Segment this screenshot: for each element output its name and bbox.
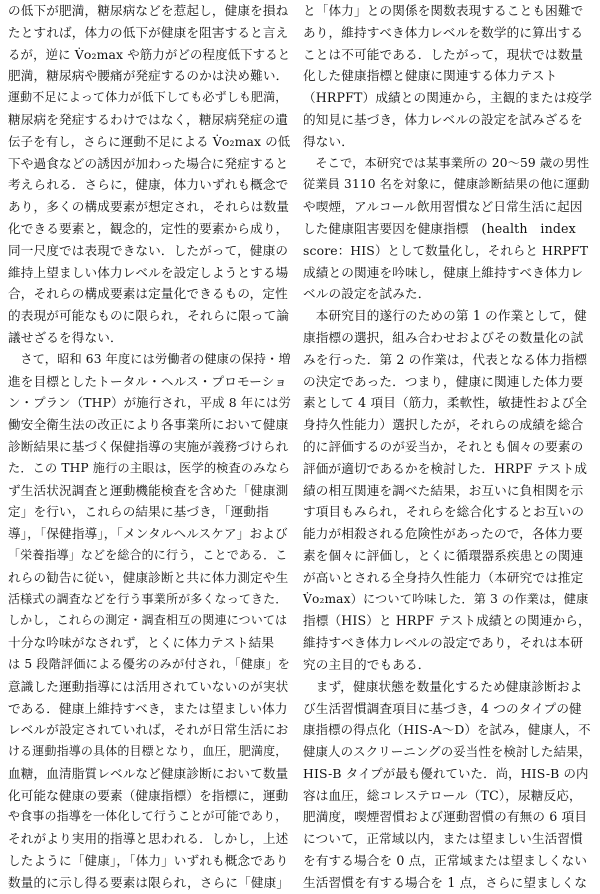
text-line: 身持久性能力）選択したが，それらの成績を総合	[303, 417, 584, 433]
text-line: 本研究目的遂行のための第 1 の作業として，健	[303, 308, 587, 324]
text-line: 的知見に基づき，体力レベルの設定を試みざるを	[303, 111, 583, 127]
text-line: V̇o₂max）について吟味した．第 3 の作業は，健康	[303, 591, 589, 606]
text-line: みを行った．第 2 の作業は，代表となる体力指標	[303, 351, 588, 367]
text-line: である．健康上維持すべき，または望ましい体力	[8, 700, 288, 716]
text-line: 成績との関連を吟味し，健康上維持すべき体力レ	[303, 264, 584, 280]
text-line: るが，逆に V̇o₂max や筋力がどの程度低下すると	[8, 46, 291, 62]
text-line: の低下が肥満，糖尿病などを惹起し，健康を損ね	[8, 3, 289, 18]
text-line: や喫煙，アルコール飲用習慣など日常生活に起因	[303, 199, 583, 215]
text-line: 康指標の選択，組み合わせおよびその数量化の試	[303, 329, 584, 345]
text-line: 康指標の得点化（HIS-A〜D）を試み，健康人，不	[303, 722, 591, 738]
text-line: まず，健康状態を数量化するため健康診断およ	[303, 678, 583, 694]
right-column	[303, 0, 592, 890]
text-line: 議せざるを得ない．	[8, 329, 123, 345]
text-line: 定」を行い，これらの結果に基づき，「運動指	[8, 504, 269, 520]
text-line: 数量的に示し得る要素は限られ，さらに「健康」	[8, 874, 290, 890]
text-line: 働安全衛生法の改正により各事業所において健康	[8, 417, 289, 433]
text-line: 運動不足によって体力が低下しても必ずしも肥満，	[8, 90, 288, 105]
text-line: 的に評価するのが妥当か，それとも個々の要素の	[303, 438, 584, 454]
text-line: あり，維持すべき体力レベルを数学的に算出する	[303, 24, 584, 40]
text-line: さて，昭和 63 年度には労働者の健康の保持・増	[8, 351, 291, 366]
text-line: 容は血圧，総コレステロール（TC），尿糖反応，	[303, 787, 582, 803]
text-line: そこで，本研究では某事業所の 20〜59 歳の男性	[303, 155, 590, 170]
text-line: ず生活状況調査と運動機能検査を含めた「健康測	[8, 482, 289, 498]
text-line: 同一尺度では表現できない．したがって，健康の	[8, 242, 289, 258]
text-line: や食事の指導を一体化して行うことが可能であり，	[8, 809, 288, 824]
text-line: れらの勧告に従い，健康診断と共に体力測定や生	[8, 569, 289, 585]
text-line: した健康阻害要因を健康指標 (health index	[303, 220, 576, 236]
text-line: 指標（HIS）と HRPF テスト成績との関連から，	[303, 613, 591, 629]
text-line: （HRPFT）成績との関連から，主観的または疫学	[303, 90, 592, 106]
text-line: しかし，これらの測定・調査相互の関連については	[8, 613, 288, 628]
text-line: 能力が相殺される危険性があったので，各体力要	[303, 526, 583, 542]
text-line: の決定であった．つまり，健康に関連した体力要	[303, 373, 584, 389]
text-line: 活様式の調査などを行う事業所が多くなってきた．	[8, 591, 288, 606]
text-line: 健康人のスクリーニングの妥当性を検討した結果，	[303, 744, 592, 760]
text-line: 「栄養指導」などを総合的に行う，ことである．こ	[8, 547, 288, 562]
text-line: が高いとされる全身持久性能力（本研究では推定	[303, 569, 584, 585]
text-line: 化できる要素と，観念的，定性的要素から成り，	[8, 220, 289, 236]
text-line: 化した健康指標と健康に関連する体力テスト	[303, 68, 558, 84]
text-line: 従業員 3110 名を対象に，健康診断結果の他に運動	[303, 177, 590, 192]
text-line: 的表現が可能なものに限られ，それらに限って論	[8, 308, 290, 324]
text-line: について，正常域以内，または望ましい生活習慣	[303, 831, 583, 847]
text-line: 合，それらの構成要素は定量化できるもの，定性	[8, 286, 288, 302]
text-line: 意識した運動指導には活用されていないのが実状	[8, 678, 289, 694]
text-line: た．この THP 施行の主眼は，医学的検査のみなら	[8, 460, 291, 475]
text-line: ことは不可能である．したがって，現状では数量	[303, 46, 584, 62]
text-line: 伝子を有し，さらに運動不足による V̇o₂max の低	[8, 133, 291, 149]
left-column	[8, 0, 292, 890]
text-line: 生活習慣を有する場合を 1 点，さらに望ましくな	[303, 874, 588, 890]
text-line: 進を目標としたトータル・ヘルス・プロモーショ	[8, 373, 287, 389]
text-line: と「体力」との関係を関数表現することも困難で	[303, 3, 584, 18]
text-line: 診断結果に基づく保健指導の実施が義務づけられ	[8, 438, 289, 454]
text-line: 素として 4 項目（筋力，柔軟性，敏捷性および全	[303, 395, 588, 411]
text-line: 究の主目的でもある．	[303, 656, 431, 672]
text-line: 素を個々に評価し，とくに循環器系疾患との関連	[303, 547, 584, 563]
text-line: 十分な吟味がなされず，とくに体力テスト結果	[8, 635, 275, 651]
text-line: したように「健康」，「体力」いずれも概念であり	[8, 853, 289, 869]
text-line: 維持上望ましい体力レベルを設定しようとする場	[8, 264, 289, 280]
text-line: 維持すべき体力レベルの設定であり，それは本研	[303, 635, 584, 651]
text-line: ベルの設定を試みた．	[303, 286, 431, 302]
text-line: それがより実用的指導と思われる．しかし，上述	[8, 831, 289, 847]
text-line: び生活習慣調査項目に基づき，4 つのタイプの健	[303, 700, 582, 716]
text-line: ける運動指導の具体的目標となり，血圧，肥満度，	[8, 744, 288, 759]
text-line: レベルが設定されていれば，それが日常生活にお	[8, 722, 289, 738]
text-line: あり，多くの構成要素が想定され，それらは数量	[8, 199, 290, 215]
text-line: 導」，「保健指導」，「メンタルヘルスケア」および	[8, 526, 288, 542]
text-line: 糖尿病を発症するわけではなく，糖尿病発症の遺	[8, 111, 289, 127]
text-line: 血糖，血清脂質レベルなど健康診断において数量	[8, 765, 289, 781]
text-line: ン・プラン（THP）が施行され，平成 8 年には労	[8, 395, 292, 411]
text-line: 化可能な健康の要素（健康指標）を指標に，運動	[8, 787, 289, 803]
text-line: は 5 段階評価による優劣のみが付され，「健康」を	[8, 656, 291, 671]
text-line: score：HIS）として数量化し，それらと HRPFT	[303, 242, 589, 258]
text-line: 評価が適切であるかを検討した．HRPF テスト成	[303, 460, 588, 476]
text-line: 下や過食などの誘因が加わった場合に発症すると	[8, 155, 289, 171]
text-line: 績の相互関連を調べた結果，お互いに負相関を示	[303, 482, 584, 498]
text-line: 肥満，糖尿病や腰痛が発症するのかは決め難い．	[8, 68, 289, 84]
text-line: 肥満度，喫煙習慣および運動習慣の有無の 6 項目	[303, 809, 588, 825]
text-line: 考えられる．さらに，健康，体力いずれも概念で	[8, 177, 289, 193]
text-line: HIS-B タイプが最も優れていた．尚，HIS-B の内	[303, 765, 589, 781]
text-line: を有する場合を 0 点，正常域または望ましくない	[303, 853, 588, 869]
text-line: 得ない．	[303, 133, 354, 149]
text-line: たとすれば，体力の低下が健康を阻害すると言え	[8, 24, 289, 40]
text-line: す項目もみられ，それらを総合化するとお互いの	[303, 504, 585, 520]
